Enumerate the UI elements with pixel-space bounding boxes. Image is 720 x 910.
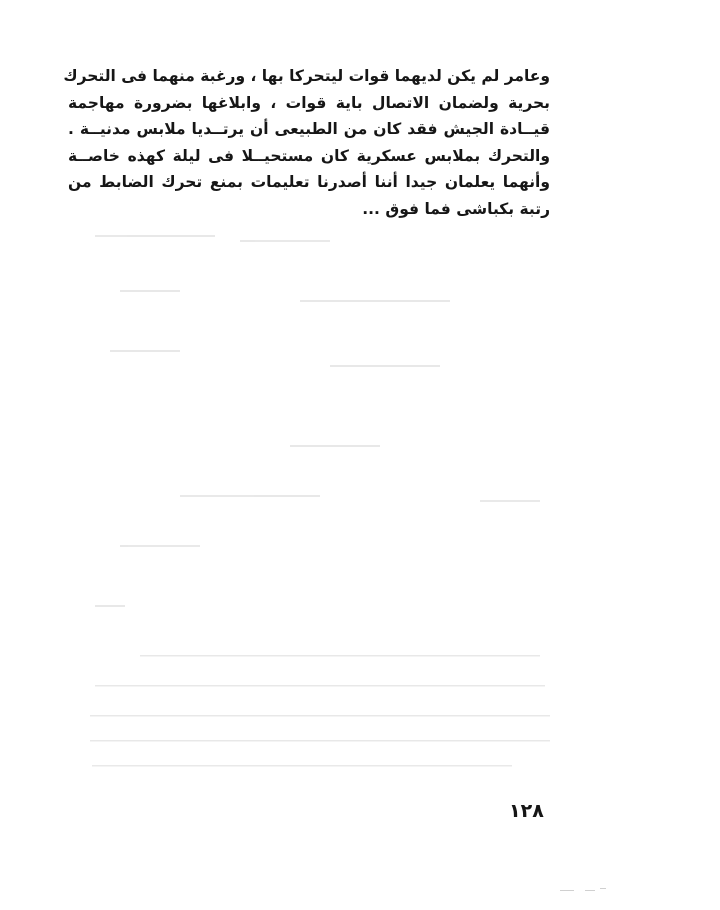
paragraph-line-3: قيــادة الجيش فقد كان من الطبيعى أن يرتــديا ملابس مدنيــة .: [68, 120, 550, 138]
body-paragraph: [63, 63, 550, 222]
paragraph-line-1: وعامر لم يكن لديهما قوات ليتحركا بها ، ورغبة منهما فى التحرك: [63, 67, 550, 85]
paragraph-line-5: وأنهما يعلمان جيدا أننا أصدرنا تعليمات بمنع تحرك الضابط من: [68, 173, 550, 191]
paragraph-line-2: بحرية ولضمان الاتصال باية قوات ، وابلاغها بضرورة مهاجمة: [68, 93, 550, 112]
paragraph-line-4: والتحرك بملابس عسكرية كان مستحيــلا فى ليلة كهذه خاصــة: [68, 146, 550, 165]
page-number: ١٢٨: [509, 800, 544, 822]
paragraph-line-6: رتبة بكباشى فما فوق ...: [362, 199, 550, 218]
